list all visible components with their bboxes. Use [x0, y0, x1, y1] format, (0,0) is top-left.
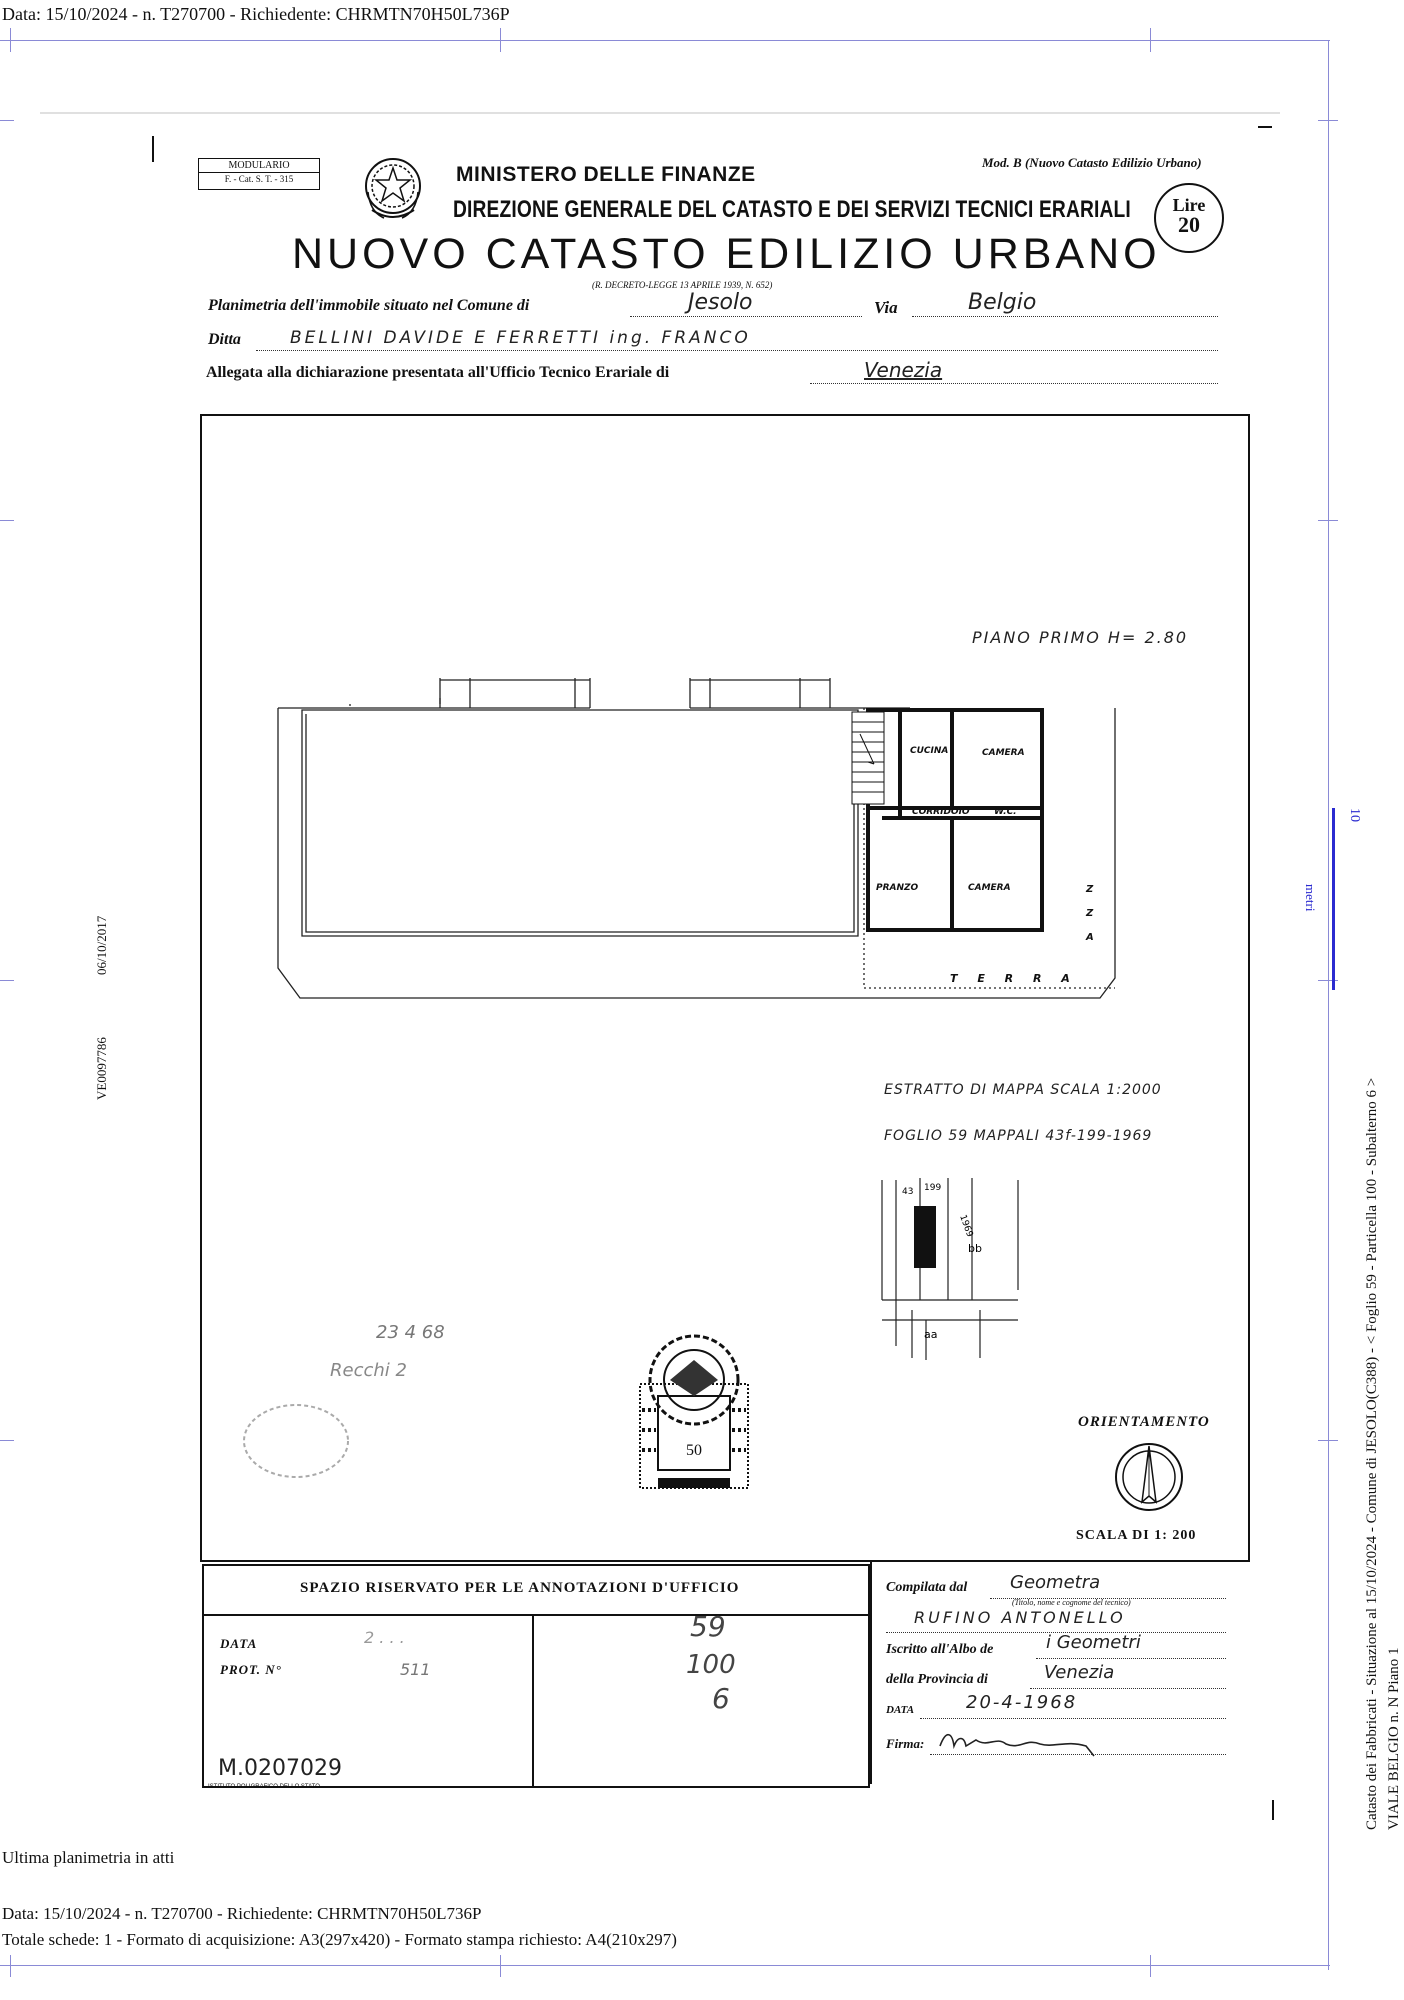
direzione-heading: DIREZIONE GENERALE DEL CATASTO E DEI SERVIZI TECNICI ERARIALI: [453, 196, 1131, 223]
annotations-hand-b: 100: [686, 1650, 736, 1680]
room-camera1-label: CAMERA: [982, 748, 1025, 758]
frame-tick: [10, 28, 11, 52]
map-label-43: 43: [902, 1187, 914, 1197]
annotations-heading: SPAZIO RISERVATO PER LE ANNOTAZIONI D'UFFICIO: [300, 1580, 740, 1596]
frame-tick: [10, 1955, 11, 1977]
provincia-value: Venezia: [1044, 1662, 1115, 1683]
compilata-data-value: 20-4-1968: [966, 1692, 1078, 1713]
compilata-data-label: DATA: [886, 1704, 915, 1716]
emblem-icon: [362, 152, 424, 226]
via-label: Via: [874, 298, 898, 317]
footer-line2: Totale schede: 1 - Formato di acquisizione: A3(297x420) - Formato stampa richiesto: A4(210x297): [2, 1930, 677, 1949]
scale-bar-metri: metri: [1303, 884, 1318, 912]
room-wc-label: W.C.: [994, 807, 1017, 817]
annotations-data-label: DATA: [220, 1636, 258, 1651]
allegata-label: Allegata alla dichiarazione presentata all'Ufficio Tecnico Erariale di: [206, 364, 670, 381]
scale-bar-number: 10: [1347, 808, 1362, 822]
annotations-prot-label: PROT. N°: [220, 1662, 282, 1677]
foglio-label: FOGLIO 59 MAPPALI 43f-199-1969: [884, 1128, 1153, 1144]
frame-tick: [500, 1955, 501, 1977]
compilata-label: Compilata dal: [886, 1580, 968, 1595]
modulario-label: MODULARIO: [228, 160, 290, 171]
compilata-nome: RUFINO ANTONELLO: [914, 1608, 1126, 1627]
map-label-199: 199: [924, 1183, 942, 1193]
istituto-label: ISTITUTO POLIGRAFICO DELLO STATO: [208, 1784, 320, 1790]
left-margin-date: 06/10/2017: [94, 915, 109, 975]
estratto-label: ESTRATTO DI MAPPA SCALA 1:2000: [884, 1082, 1162, 1098]
scan-mark: [1258, 126, 1272, 128]
map-label-aa: aa: [924, 1328, 938, 1341]
modulario-box: [198, 158, 320, 190]
room-cucina-label: CUCINA: [910, 746, 949, 756]
annotations-prot-value: 511: [400, 1660, 431, 1679]
top-header-text: Data: 15/10/2024 - n. T270700 - Richiedente: CHRMTN70H50L736P: [2, 4, 510, 24]
scan-mark: [1272, 1800, 1274, 1820]
ditta-label: Ditta: [208, 331, 241, 348]
right-margin-line2: VIALE BELGIO n. N Piano 1: [1386, 1647, 1402, 1830]
frame-tick: [1318, 980, 1338, 981]
cadastral-map-sketch: [876, 1170, 1026, 1360]
via-line: [912, 296, 1218, 317]
ministero-heading: MINISTERO DELLE FINANZE: [456, 163, 756, 186]
ufficio-value: Venezia: [864, 358, 943, 382]
frame-top-line: [0, 40, 1330, 41]
compilata-value: Geometra: [1010, 1572, 1101, 1593]
frame-tick: [500, 28, 501, 52]
annotations-hand-c: 6: [712, 1682, 730, 1715]
mod-b-label: Mod. B (Nuovo Catasto Edilizio Urbano): [982, 155, 1202, 170]
comune-value: Jesolo: [688, 290, 753, 315]
room-camera2-label: CAMERA: [968, 883, 1011, 893]
terrazza-label: T E R R A: [950, 972, 1078, 985]
floor-plan: [270, 668, 1120, 1018]
room-pranzo-label: PRANZO: [876, 883, 919, 893]
pencil-note: Recchi 2: [330, 1360, 407, 1381]
room-corridoio-label: CORRIDOIO: [912, 807, 970, 817]
stamp-number: 50: [686, 1442, 702, 1459]
piano-label: PIANO PRIMO H= 2.80: [972, 628, 1189, 647]
ultima-planimetria: Ultima planimetria in atti: [2, 1848, 175, 1867]
lire-label: Lire: [1172, 195, 1206, 215]
scale-bar: [1332, 808, 1335, 990]
form-code: M.0207029: [218, 1756, 342, 1781]
iscritto-value: i Geometri: [1046, 1632, 1141, 1653]
faint-stamp-icon: [236, 1396, 356, 1486]
frame-tick: [0, 1440, 14, 1441]
annotations-data-value: 2 . . .: [364, 1628, 405, 1647]
via-value: Belgio: [968, 290, 1037, 315]
firma-line: [930, 1740, 1226, 1755]
pencil-note: 23 4 68: [376, 1322, 445, 1343]
provincia-label: della Provincia di: [886, 1672, 988, 1687]
frame-bottom-line: [0, 1965, 1330, 1966]
frame-tick: [0, 520, 14, 521]
lire-stamp: [1154, 183, 1224, 253]
frame-tick: [1150, 28, 1151, 52]
footer-line1: Data: 15/10/2024 - n. T270700 - Richiedente: CHRMTN70H50L736P: [2, 1904, 482, 1923]
frame-tick: [1318, 520, 1338, 521]
annotations-box: [202, 1564, 870, 1788]
planimetria-label: Planimetria dell'immobile situato nel Comune di: [208, 297, 530, 314]
frame-right-line: [1328, 40, 1329, 1970]
left-margin-code: VE0097786: [94, 1037, 109, 1100]
frame-tick: [1318, 1440, 1338, 1441]
firma-label: Firma:: [886, 1736, 925, 1751]
compass-icon: [1112, 1440, 1186, 1514]
page-title: NUOVO CATASTO EDILIZIO URBANO: [292, 230, 1161, 278]
frame-tick: [1318, 120, 1338, 121]
frame-tick: [1150, 1955, 1151, 1977]
orientamento-label: ORIENTAMENTO: [1078, 1414, 1210, 1430]
map-label-bb: bb: [968, 1242, 982, 1255]
map-label-1969: 1969: [957, 1213, 975, 1239]
scan-mark: [152, 136, 154, 162]
titolo-note: (Titolo, nome e cognome del tecnico): [1012, 1598, 1131, 1607]
scala-label: SCALA DI 1: 200: [1076, 1528, 1197, 1543]
frame-tick: [0, 980, 14, 981]
decreto-note: (R. DECRETO-LEGGE 13 APRILE 1939, N. 652): [592, 280, 773, 290]
ditta-value: BELLINI DAVIDE E FERRETTI ing. FRANCO: [290, 328, 751, 348]
modulario-code: F. - Cat. S. T. - 315: [199, 172, 319, 186]
iscritto-label: Iscritto all'Albo de: [886, 1642, 994, 1657]
annotations-hand-a: 59: [690, 1610, 726, 1643]
right-margin-line1: Catasto dei Fabbricati - Situazione al 15/10/2024 - Comune di JESOLO(C388) - < Foglio 59 - Particella 100 - Subalterno 6 >: [1364, 1077, 1380, 1830]
scan-edge: [40, 112, 1280, 114]
revenue-stamp-icon: [628, 1330, 760, 1498]
compilata-divider: [870, 1562, 872, 1784]
lire-value: 20: [1178, 212, 1200, 237]
terrazza-vertical-label: Z Z A: [1086, 884, 1094, 943]
frame-tick: [0, 120, 14, 121]
